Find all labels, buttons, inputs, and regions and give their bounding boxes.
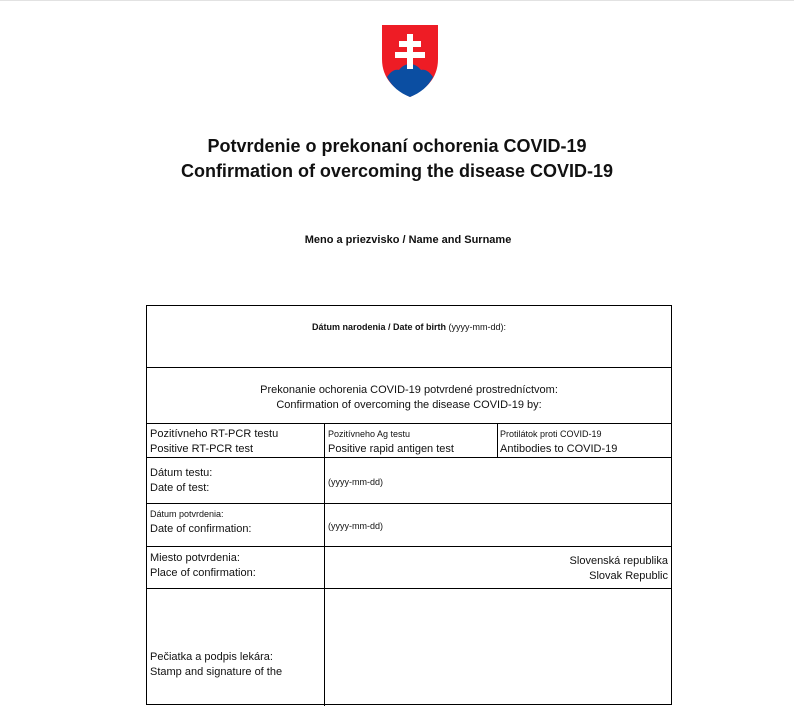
confirmation-via-sk: Prekonanie ochorenia COVID-19 potvrdené prostredníctvom: xyxy=(260,384,558,396)
stamp-sk: Pečiatka a podpis lekára: xyxy=(150,651,273,663)
dob-format: (yyyy-mm-dd): xyxy=(446,322,506,332)
title-english: Confirmation of overcoming the disease COVID-19 xyxy=(180,161,614,181)
place-of-confirmation-en: Place of confirmation: xyxy=(150,567,256,579)
method-antibodies xyxy=(500,427,670,457)
column-divider xyxy=(497,423,498,457)
dob-label: Dátum narodenia / Date of birth xyxy=(311,322,446,332)
place-value-sk: Slovenská republika xyxy=(569,555,668,567)
method-antibodies-sk: Protilátok proti COVID-19 xyxy=(500,429,602,439)
confirmation-form-table xyxy=(146,305,672,705)
row-divider xyxy=(147,423,671,424)
dob-cell xyxy=(147,320,671,335)
title-slovak: Potvrdenie o prekonaní ochorenia COVID-19 xyxy=(207,136,587,156)
place-of-confirmation-sk: Miesto potvrdenia: xyxy=(150,552,240,564)
column-divider xyxy=(324,423,325,706)
date-of-test-label xyxy=(150,466,322,496)
confirmation-via-en: Confirmation of overcoming the disease COVID-19 by: xyxy=(276,399,542,411)
name-surname-label: Meno a priezvisko / Name and Surname xyxy=(304,234,512,246)
stamp-en: Stamp and signature of the xyxy=(150,666,283,678)
date-of-test-en: Date of test: xyxy=(150,482,210,494)
date-of-test-format: (yyyy-mm-dd) xyxy=(328,477,383,487)
row-divider xyxy=(147,546,671,547)
row-divider xyxy=(147,367,671,368)
row-divider xyxy=(147,503,671,504)
top-rule xyxy=(0,0,794,1)
method-rt-pcr-sk: Pozitívneho RT-PCR testu xyxy=(150,428,279,440)
date-of-confirmation-format: (yyyy-mm-dd) xyxy=(328,521,383,531)
date-of-confirmation-sk: Dátum potvrdenia: xyxy=(150,509,224,519)
date-of-confirmation-label xyxy=(150,507,322,537)
row-divider xyxy=(147,457,671,458)
stamp-signature-label xyxy=(150,650,322,680)
place-value-en: Slovak Republic xyxy=(589,570,668,582)
method-antigen xyxy=(328,427,496,457)
method-antigen-sk: Pozitívneho Ag testu xyxy=(328,429,411,439)
method-antigen-en: Positive rapid antigen test xyxy=(328,443,454,455)
date-of-confirmation-en: Date of confirmation: xyxy=(150,523,252,535)
coat-of-arms-emblem xyxy=(381,25,439,97)
confirmation-via-cell xyxy=(147,383,671,413)
method-antibodies-en: Antibodies to COVID-19 xyxy=(500,443,618,455)
place-of-confirmation-label xyxy=(150,551,322,581)
method-rt-pcr-en: Positive RT-PCR test xyxy=(150,443,254,455)
row-divider xyxy=(147,588,671,589)
place-of-confirmation-value xyxy=(328,554,668,584)
date-of-test-sk: Dátum testu: xyxy=(150,467,213,479)
method-rt-pcr xyxy=(150,427,322,457)
